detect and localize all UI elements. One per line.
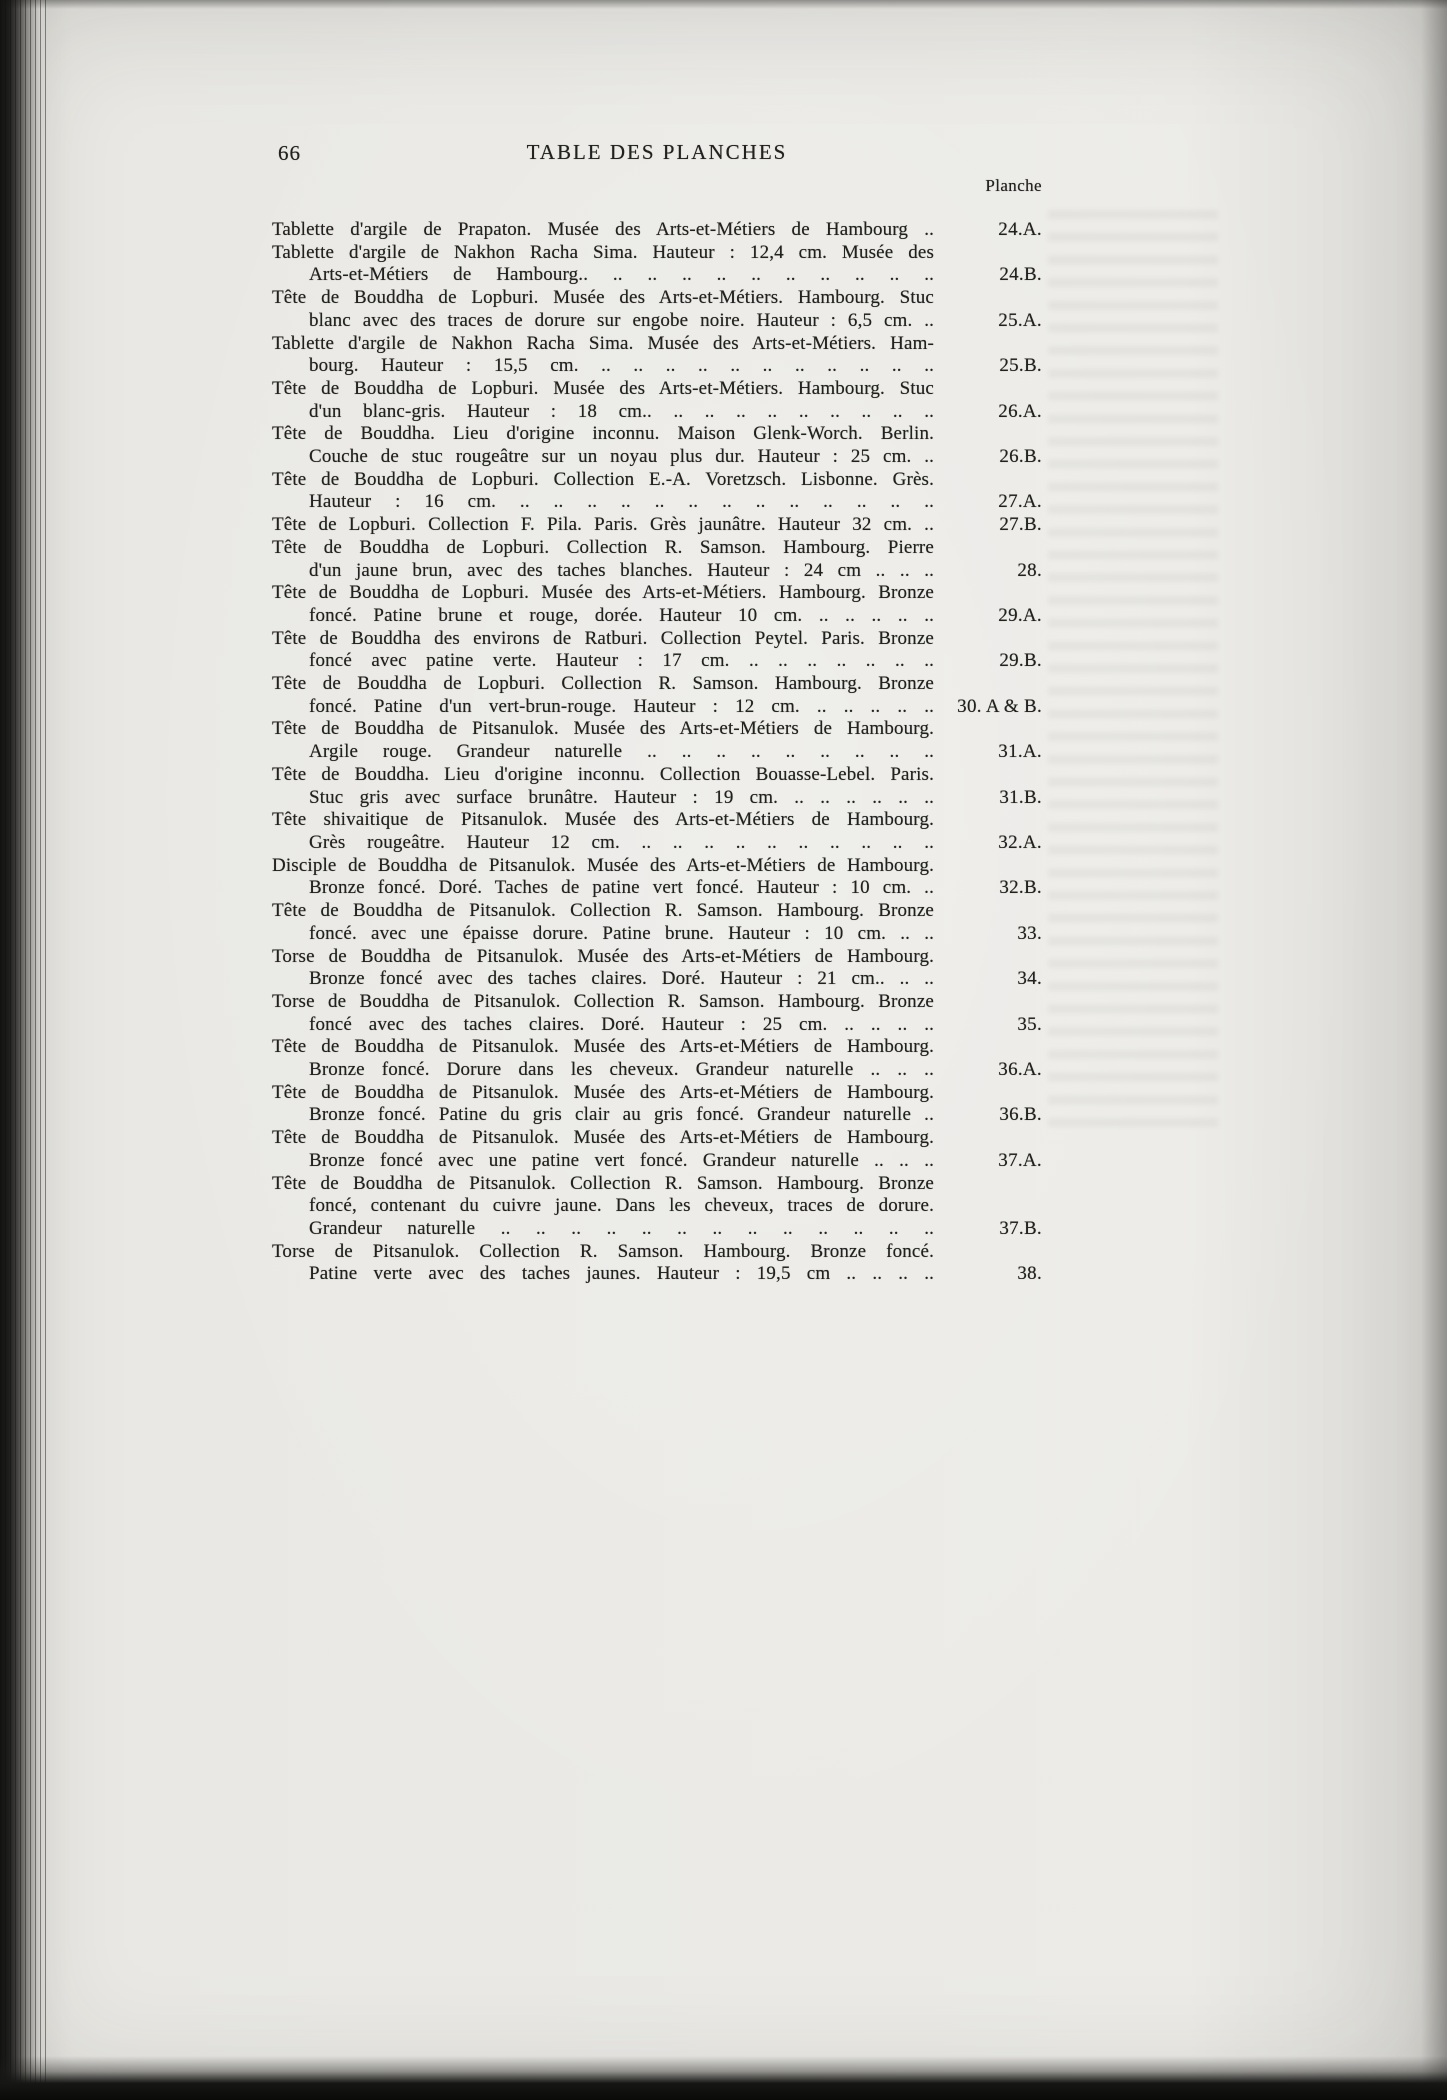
plate-entry-text (272, 1127, 1042, 1172)
plate-number: 31.B. (999, 786, 1042, 808)
entry-line: Tête de Bouddha de Pitsanulok. Collection R. Samson. Hambourg. Bronze (272, 900, 934, 922)
plate-entry (272, 673, 1042, 718)
entry-line: Grandeur naturelle .. .. .. .. .. .. .. .. .. .. .. .. .. (309, 1217, 934, 1239)
entry-line: foncé. Patine brune et rouge, dorée. Hauteur 10 cm. .. .. .. .. .. (309, 604, 934, 626)
entry-line: Stuc gris avec surface brunâtre. Hauteur : 19 cm. .. .. .. .. .. .. (309, 786, 934, 808)
entry-line: Torse de Pitsanulok. Collection R. Samson. Hambourg. Bronze foncé. (272, 1240, 934, 1262)
plate-number: 27.A. (998, 491, 1042, 513)
plate-entry (272, 287, 1042, 332)
entry-line: d'un jaune brun, avec des taches blanches. Hauteur : 24 cm .. .. .. (309, 559, 934, 581)
plate-entry (272, 219, 1042, 242)
entry-line: Tête de Bouddha de Pitsanulok. Musée des Arts-et-Métiers de Hambourg. (272, 1081, 934, 1103)
plate-entry (272, 242, 1042, 287)
entry-line: Tête de Bouddha de Pitsanulok. Musée des Arts-et-Métiers de Hambourg. (272, 1036, 934, 1058)
plate-entry (272, 1173, 1042, 1241)
entry-line: Tête de Bouddha des environs de Ratburi. Collection Peytel. Paris. Bronze (272, 627, 934, 649)
entry-line: Tête de Bouddha de Lopburi. Collection E.-A. Voretzsch. Lisbonne. Grès. (272, 468, 934, 490)
plate-entry-text (272, 219, 1042, 242)
plate-number: 34. (1017, 968, 1042, 990)
entry-line: Tête de Bouddha. Lieu d'origine inconnu. Maison Glenk-Worch. Berlin. (272, 423, 934, 445)
plate-entry-text (272, 1036, 1042, 1081)
entry-line: Tête de Bouddha de Lopburi. Collection R. Samson. Hambourg. Bronze (272, 673, 934, 695)
entry-line: Torse de Bouddha de Pitsanulok. Musée des Arts-et-Métiers de Hambourg. (272, 945, 934, 967)
plate-entry-text (272, 900, 1042, 945)
entry-line: Grès rougeâtre. Hauteur 12 cm. .. .. .. .. .. .. .. .. .. .. (309, 831, 934, 853)
plate-entry-text (272, 991, 1042, 1036)
plate-entry (272, 514, 1042, 537)
plate-number: 25.A. (998, 309, 1042, 331)
plate-entry-text (272, 1241, 1042, 1286)
entry-line: Tête shivaitique de Pitsanulok. Musée des Arts-et-Métiers de Hambourg. (272, 809, 934, 831)
entry-line: Tête de Bouddha de Lopburi. Collection R. Samson. Hambourg. Pierre (272, 536, 934, 558)
entry-line: Bronze foncé. Patine du gris clair au gris foncé. Grandeur naturelle .. (309, 1104, 934, 1126)
plate-number: 28. (1017, 559, 1042, 581)
plate-list (272, 219, 1042, 1286)
plate-entry (272, 809, 1042, 854)
plate-column-header: Planche (985, 176, 1042, 195)
plate-number: 27.B. (999, 514, 1042, 536)
plate-number: 26.B. (999, 446, 1042, 468)
plate-entry (272, 378, 1042, 423)
plate-entry (272, 900, 1042, 945)
plate-entry (272, 946, 1042, 991)
plate-entry (272, 423, 1042, 468)
entry-line: foncé. Patine d'un vert-brun-rouge. Hauteur : 12 cm. .. .. .. .. .. (309, 695, 934, 717)
entry-line: Bronze foncé. Doré. Taches de patine vert foncé. Hauteur : 10 cm. .. (309, 877, 934, 899)
plate-number: 37.B. (999, 1217, 1042, 1239)
entry-line: Arts-et-Métiers de Hambourg.. .. .. .. .. .. .. .. .. .. .. (309, 264, 934, 286)
plate-entry-text (272, 1082, 1042, 1127)
plate-entry (272, 469, 1042, 514)
plate-entry-text (272, 537, 1042, 582)
entry-line: foncé. avec une épaisse dorure. Patine brune. Hauteur : 10 cm. .. .. (309, 922, 934, 944)
entry-line: bourg. Hauteur : 15,5 cm. .. .. .. .. .. .. .. .. .. .. .. (309, 355, 934, 377)
plate-number: 35. (1017, 1013, 1042, 1035)
entry-line: foncé avec patine verte. Hauteur : 17 cm. .. .. .. .. .. .. .. (309, 650, 934, 672)
plate-number: 25.B. (999, 355, 1042, 377)
plate-number: 36.B. (999, 1104, 1042, 1126)
plate-entry-text (272, 1173, 1042, 1241)
plate-entry-text (272, 718, 1042, 763)
page-title: TABLE DES PLANCHES (526, 140, 788, 164)
entry-line: Tête de Bouddha de Pitsanulok. Musée des Arts-et-Métiers de Hambourg. (272, 1127, 934, 1149)
plate-number: 33. (1017, 922, 1042, 944)
plate-number: 29.B. (999, 650, 1042, 672)
plate-entry-text (272, 673, 1042, 718)
plate-entry (272, 628, 1042, 673)
plate-number: 32.B. (999, 877, 1042, 899)
plate-entry-text (272, 855, 1042, 900)
plate-entry (272, 855, 1042, 900)
plate-entry (272, 1127, 1042, 1172)
plate-entry (272, 333, 1042, 378)
entry-line: blanc avec des traces de dorure sur engobe noire. Hauteur : 6,5 cm. .. (309, 309, 934, 331)
entry-line: Tablette d'argile de Prapaton. Musée des Arts-et-Métiers de Hambourg .. (272, 219, 934, 240)
plate-number: 26.A. (998, 400, 1042, 422)
plate-number: 36.A. (998, 1059, 1042, 1081)
plate-entry (272, 1082, 1042, 1127)
entry-line: Tête de Lopburi. Collection F. Pila. Paris. Grès jaunâtre. Hauteur 32 cm. .. (272, 514, 934, 536)
entry-line: Tablette d'argile de Nakhon Racha Sima. Hauteur : 12,4 cm. Musée des (272, 241, 934, 263)
plate-entry (272, 991, 1042, 1036)
plate-number: 31.A. (998, 741, 1042, 763)
plate-entry-text (272, 764, 1042, 809)
entry-line: Tête de Bouddha de Lopburi. Musée des Arts-et-Métiers. Hambourg. Bronze (272, 582, 934, 604)
plate-entry-text (272, 946, 1042, 991)
entry-line: foncé avec des taches claires. Doré. Hauteur : 25 cm. .. .. .. .. (309, 1013, 934, 1035)
plate-entry-text (272, 333, 1042, 378)
plate-entry (272, 764, 1042, 809)
plate-entry-text (272, 628, 1042, 673)
entry-line: Tablette d'argile de Nakhon Racha Sima. Musée des Arts-et-Métiers. Ham- (272, 332, 934, 354)
entry-line: foncé, contenant du cuivre jaune. Dans les cheveux, traces de dorure. (309, 1195, 934, 1217)
entry-line: Argile rouge. Grandeur naturelle .. .. .. .. .. .. .. .. .. (309, 741, 934, 763)
entry-line: Bronze foncé avec des taches claires. Doré. Hauteur : 21 cm.. .. .. (309, 968, 934, 990)
entry-line: Tête de Bouddha de Lopburi. Musée des Arts-et-Métiers. Hambourg. Stuc (272, 377, 934, 399)
plate-entry-text (272, 242, 1042, 287)
entry-line: Disciple de Bouddha de Pitsanulok. Musée des Arts-et-Métiers de Hambourg. (272, 854, 934, 876)
entry-line: Hauteur : 16 cm. .. .. .. .. .. .. .. .. .. .. .. .. .. (309, 491, 934, 513)
plate-number: 38. (1017, 1263, 1042, 1285)
plate-entry (272, 1241, 1042, 1286)
entry-line: Tête de Bouddha. Lieu d'origine inconnu. Collection Bouasse-Lebel. Paris. (272, 763, 934, 785)
plate-number: 24.B. (999, 264, 1042, 286)
plate-entry-text (272, 582, 1042, 627)
entry-line: Tête de Bouddha de Lopburi. Musée des Arts-et-Métiers. Hambourg. Stuc (272, 287, 934, 309)
entry-line: Tête de Bouddha de Pitsanulok. Collection R. Samson. Hambourg. Bronze (272, 1172, 934, 1194)
entry-line: Bronze foncé avec une patine vert foncé. Grandeur naturelle .. .. .. (309, 1149, 934, 1171)
plate-number: 24.A. (998, 219, 1042, 240)
entry-line: Patine verte avec des taches jaunes. Hauteur : 19,5 cm .. .. .. .. (309, 1263, 934, 1285)
plate-entry (272, 582, 1042, 627)
entry-line: Tête de Bouddha de Pitsanulok. Musée des Arts-et-Métiers de Hambourg. (272, 718, 934, 740)
entry-line: Couche de stuc rougeâtre sur un noyau plus dur. Hauteur : 25 cm. .. (309, 446, 934, 468)
entry-line: Torse de Bouddha de Pitsanulok. Collection R. Samson. Hambourg. Bronze (272, 990, 934, 1012)
entry-line: Bronze foncé. Dorure dans les cheveux. Grandeur naturelle .. .. .. (309, 1059, 934, 1081)
plate-entry (272, 718, 1042, 763)
plate-number: 29.A. (998, 604, 1042, 626)
plate-entry-text (272, 514, 1042, 537)
plate-entry (272, 537, 1042, 582)
plate-number: 37.A. (998, 1149, 1042, 1171)
plate-entry (272, 1036, 1042, 1081)
plate-entry-text (272, 423, 1042, 468)
plate-number: 32.A. (998, 831, 1042, 853)
plate-entry-text (272, 287, 1042, 332)
plate-number: 30. A & B. (957, 695, 1042, 717)
page-number: 66 (278, 141, 301, 165)
plate-entry-text (272, 809, 1042, 854)
plate-entry-text (272, 378, 1042, 423)
entry-line: d'un blanc-gris. Hauteur : 18 cm.. .. .. .. .. .. .. .. .. .. (309, 400, 934, 422)
plate-entry-text (272, 469, 1042, 514)
